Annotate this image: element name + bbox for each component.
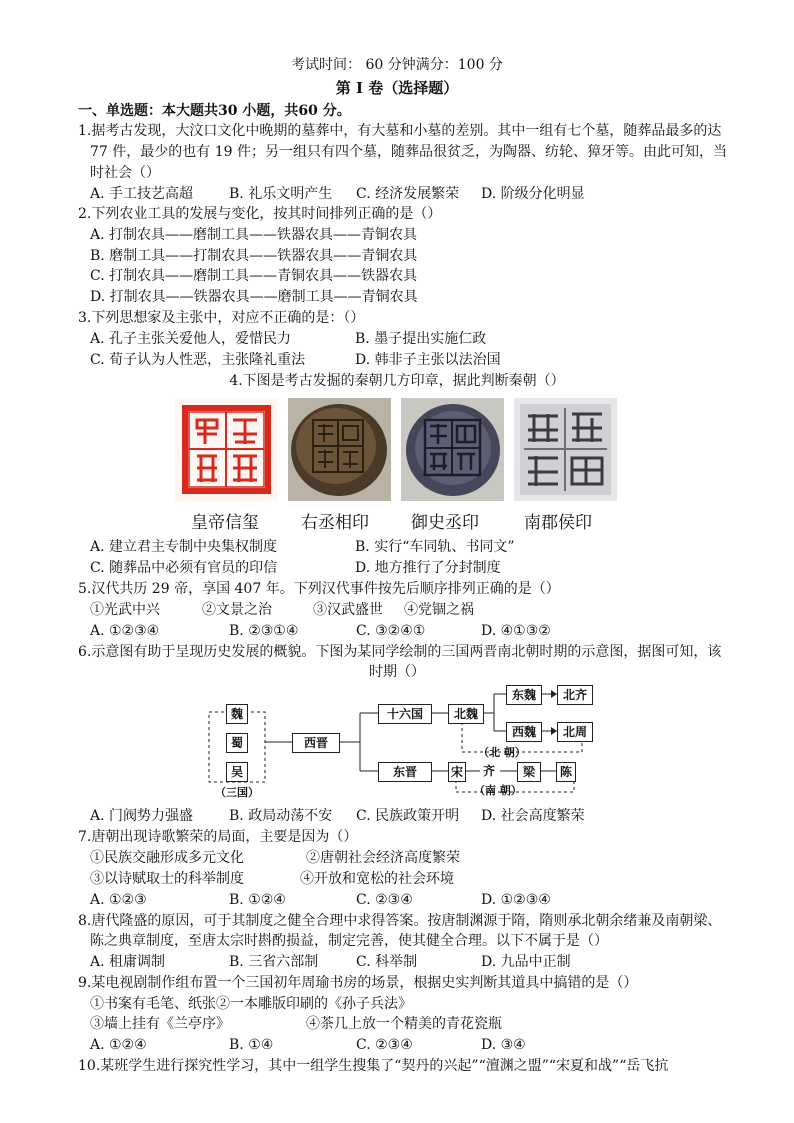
q9-option-c: C. ②③④: [356, 1037, 413, 1053]
seal-image-huangdi: [175, 398, 278, 501]
q7-item-1: ①民族交融形成多元文化: [90, 850, 244, 866]
node-dongwei: 东魏: [506, 685, 542, 705]
q7-option-d: D. ①②③④: [481, 892, 551, 908]
q8-option-b: B. 三省六部制: [229, 954, 319, 970]
section-title: 一、单选题：本大题共30 小题，共60 分。: [78, 103, 351, 119]
q1-option-c: C. 经济发展繁荣: [356, 186, 460, 202]
q7-item-3: ③以诗赋取士的科举制度: [90, 871, 244, 887]
q8-stem-line1: 8.唐代隆盛的原因，可于其制度之健全合理中求得答案。按唐制渊源于隋，隋则承北朝余绪兼及南朝梁、: [78, 913, 722, 929]
q3-option-c: C. 荀子认为人性恶，主张隆礼重法: [90, 352, 306, 368]
q2-option-a: A. 打制农具——磨制工具——铁器农具——青铜农具: [90, 227, 418, 243]
q10-stem: 10.某班学生进行探究性学习，其中一组学生搜集了“契丹的兴起”“澶渊之盟”“宋夏和战”“岳飞抗: [78, 1058, 669, 1074]
q2-option-b: B. 磨制工具——打制农具——铁器农具——青铜农具: [90, 248, 418, 264]
node-shiliuguo: 十六国: [378, 704, 432, 724]
q1-option-d: D. 阶级分化明显: [481, 186, 585, 202]
q7-option-a: A. ①②③: [90, 892, 147, 908]
node-beiwei: 北魏: [448, 704, 484, 724]
seal-caption-2: 右丞相印: [301, 513, 369, 533]
q9-option-b: B. ①④: [229, 1037, 274, 1053]
q1-stem-line2: 77 件，最少的也有 19 件；另一组只有四个墓，随葬品很贫乏，为陶器、纺轮、獐牙等。由此可知，当: [90, 144, 727, 160]
q3-option-a: A. 孔子主张关爱他人，爱惜民力: [90, 331, 292, 347]
node-beiqi: 北齐: [557, 685, 593, 705]
q5-stem: 5.汉代共历 29 帝，享国 407 年。下列汉代事件按先后顺序排列正确的是（）: [78, 581, 560, 597]
q8-option-d: D. 九品中正制: [481, 954, 571, 970]
q1-stem-line3: 时社会（）: [90, 165, 160, 181]
q5-item-3: ③汉武盛世: [313, 602, 383, 618]
q5-option-b: B. ②③①④: [229, 623, 299, 639]
q6-stem-line2: 时期（）: [369, 664, 425, 680]
q5-item-4: ④党锢之祸: [404, 602, 474, 618]
seal-image-nanjunhou: [514, 398, 617, 501]
q9-option-d: D. ③④: [481, 1037, 526, 1053]
q9-items-1-2: ①书案有毛笔、纸张②一本雕版印刷的《孙子兵法》: [90, 996, 412, 1012]
q2-option-d: D. 打制农具——铁器农具——磨制工具——青铜农具: [90, 289, 418, 305]
q4-option-d: D. 地方推行了分封制度: [355, 560, 501, 576]
seal-caption-4: 南郡侯印: [524, 513, 592, 533]
q4-option-c: C. 随葬品中必须有官员的印信: [90, 560, 278, 576]
q2-option-c: C. 打制农具——磨制工具——青铜农具——铁器农具: [90, 268, 418, 284]
q1-option-a: A. 手工技艺高超: [90, 186, 194, 202]
q7-item-4: ④开放和宽松的社会环境: [300, 871, 454, 887]
q6-option-b: B. 政局动荡不安: [229, 808, 333, 824]
node-beizhou: 北周: [557, 722, 593, 742]
q6-option-d: D. 社会高度繁荣: [481, 808, 585, 824]
q5-option-a: A. ①②③④: [90, 623, 160, 639]
node-dongjin: 东晋: [378, 762, 432, 782]
q9-option-a: A. ①②④: [90, 1037, 147, 1053]
q7-option-b: B. ①②④: [229, 892, 286, 908]
q5-option-d: D. ④①③②: [481, 623, 551, 639]
q8-stem-line2: 陈之典章制度，至唐太宗时斟酌损益，制定完善，使其健全合理。以下不属于是（）: [90, 933, 608, 949]
q9-stem: 9.某电视剧制作组布置一个三国初年周瑜书房的场景，根据史实判断其道具中搞错的是（）: [78, 975, 638, 991]
q3-option-d: D. 韩非子主张以法治国: [355, 352, 501, 368]
seal-caption-3: 御史丞印: [411, 513, 479, 533]
q1-stem-line1: 1.据考古发现，大汶口文化中晚期的墓葬中，有大墓和小墓的差别。其中一组有七个墓，随葬品最多的达: [78, 123, 722, 139]
q4-option-b: B. 实行“车同轨、书同文”: [355, 539, 515, 555]
q5-item-1: ①光武中兴: [90, 602, 160, 618]
q1-option-b: B. 礼乐文明产生: [229, 186, 333, 202]
q7-option-c: C. ②③④: [356, 892, 413, 908]
q4-stem: 4.下图是考古发掘的秦朝几方印章，据此判断秦朝（）: [229, 373, 565, 389]
q7-stem: 7.唐朝出现诗歌繁荣的局面，主要是因为（）: [78, 829, 358, 845]
node-shu: 蜀: [226, 733, 248, 753]
q4-option-a: A. 建立君主专制中央集权制度: [90, 539, 278, 555]
q6-option-a: A. 门阀势力强盛: [90, 808, 194, 824]
q3-option-b: B. 墨子提出实施仁政: [355, 331, 487, 347]
volume-title: 第 Ⅰ 卷（选择题）: [335, 79, 459, 97]
q6-option-c: C. 民族政策开明: [356, 808, 460, 824]
node-song: 宋: [448, 762, 466, 782]
exam-info: 考试时间： 60 分钟满分：100 分: [291, 57, 503, 73]
label-beichao: （北 朝）: [478, 746, 526, 759]
seal-caption-1: 皇帝信玺: [191, 513, 259, 533]
seal-image-yushicheng: [401, 398, 504, 501]
q7-item-2: ②唐朝社会经济高度繁荣: [306, 850, 460, 866]
q3-stem: 3.下列思想家及主张中，对应不正确的是：（）: [78, 310, 365, 326]
q5-option-c: C. ③②④①: [356, 623, 426, 639]
node-qi: 齐: [480, 762, 498, 780]
q2-stem: 2.下列农业工具的发展与变化，按其时间排列正确的是（）: [78, 206, 442, 222]
q9-item-4: ④茶几上放一个精美的青花瓷瓶: [306, 1016, 502, 1032]
node-xiwei: 西魏: [506, 722, 542, 742]
label-sanguo: （三国）: [215, 786, 259, 799]
seal-image-youchengxiang: [288, 398, 391, 501]
q8-option-c: C. 科举制: [356, 954, 418, 970]
label-nanchao: （南 朝）: [474, 784, 522, 797]
q9-item-3: ③墙上挂有《兰亭序》: [90, 1016, 230, 1032]
node-liang: 梁: [517, 762, 541, 782]
node-chen: 陈: [556, 762, 576, 782]
q8-option-a: A. 租庸调制: [90, 954, 166, 970]
node-wu: 吴: [226, 762, 248, 782]
node-xijin: 西晋: [292, 733, 340, 753]
q6-stem-line1: 6.示意图有助于呈现历史发展的概貌。下图为某同学绘制的三国两晋南北朝时期的示意图，据图可知，该: [78, 644, 722, 660]
node-wei: 魏: [226, 704, 248, 724]
q5-item-2: ②文景之治: [202, 602, 272, 618]
